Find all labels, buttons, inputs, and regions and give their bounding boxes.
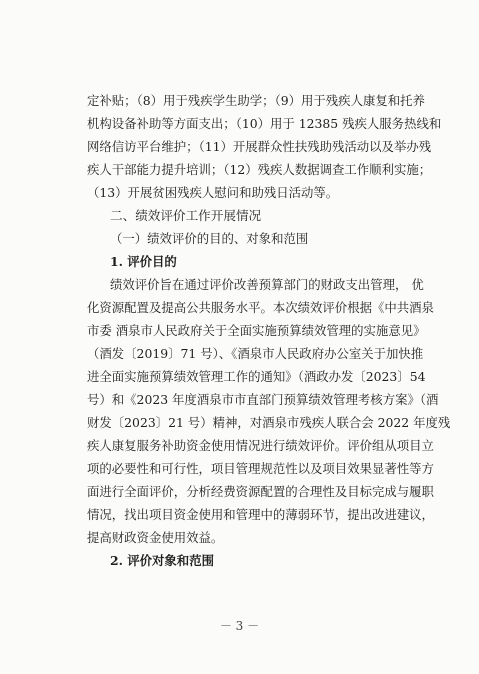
body-text-line: 进全面实施预算绩效管理工作的通知》（酒政办发〔2023〕54 bbox=[87, 369, 426, 384]
body-text-line: 定补贴；（8）用于残疾学生助学；（9）用于残疾人康复和托养 bbox=[87, 93, 425, 108]
body-text-line: 绩效评价旨在通过评价改善预算部门的财政支出管理， 优 bbox=[110, 277, 424, 292]
body-text-line: 网络信访平台维护；（11）开展群众性扶残助残活动以及举办残 bbox=[87, 139, 432, 154]
body-text-line: 项的必要性和可行性，项目管理规范性以及项目效果显著性等方 bbox=[87, 461, 434, 476]
body-text-line: （酒发〔2019〕71 号）、《酒泉市人民政府办公室关于加快推 bbox=[87, 346, 424, 361]
item-heading-purpose: 1. 评价目的 bbox=[110, 254, 177, 269]
body-text-line: 提高财政资金使用效益。 bbox=[87, 530, 224, 545]
body-text-line: 情况，找出项目资金使用和管理中的薄弱环节，提出改进建议， bbox=[87, 507, 434, 522]
item-heading-scope: 2. 评价对象和范围 bbox=[110, 553, 214, 568]
body-text-line: 机构设备补助等方面支出；（10）用于 12385 残疾人服务热线和 bbox=[87, 116, 442, 131]
body-text-line: 面进行全面评价，分析经费资源配置的合理性及目标完成与履职 bbox=[87, 484, 434, 499]
body-text-line: 疾人干部能力提升培训；（12）残疾人数据调查工作顺利实施； bbox=[87, 162, 432, 177]
subsection-heading: （一）绩效评价的目的、对象和范围 bbox=[110, 231, 309, 246]
body-text-line: （13）开展贫困残疾人慰问和助残日活动等。 bbox=[87, 185, 339, 200]
body-text-line: 财发〔2023〕21 号）精神，对酒泉市残疾人联合会 2022 年度残 bbox=[87, 415, 451, 430]
page-number: － 3 － bbox=[219, 619, 260, 633]
body-text-line: 化资源配置及提高公共服务水平。本次绩效评价根据《中共酒泉 bbox=[87, 300, 434, 315]
body-text-line: 市委 酒泉市人民政府关于全面实施预算绩效管理的实施意见》 bbox=[87, 323, 426, 338]
body-text-line: 疾人康复服务补助资金使用情况进行绩效评价。评价组从项目立 bbox=[87, 438, 434, 453]
section-heading: 二、绩效评价工作开展情况 bbox=[110, 208, 262, 223]
body-text-line: 号）和《2023 年度酒泉市市直部门预算绩效管理考核方案》（酒 bbox=[87, 392, 439, 407]
